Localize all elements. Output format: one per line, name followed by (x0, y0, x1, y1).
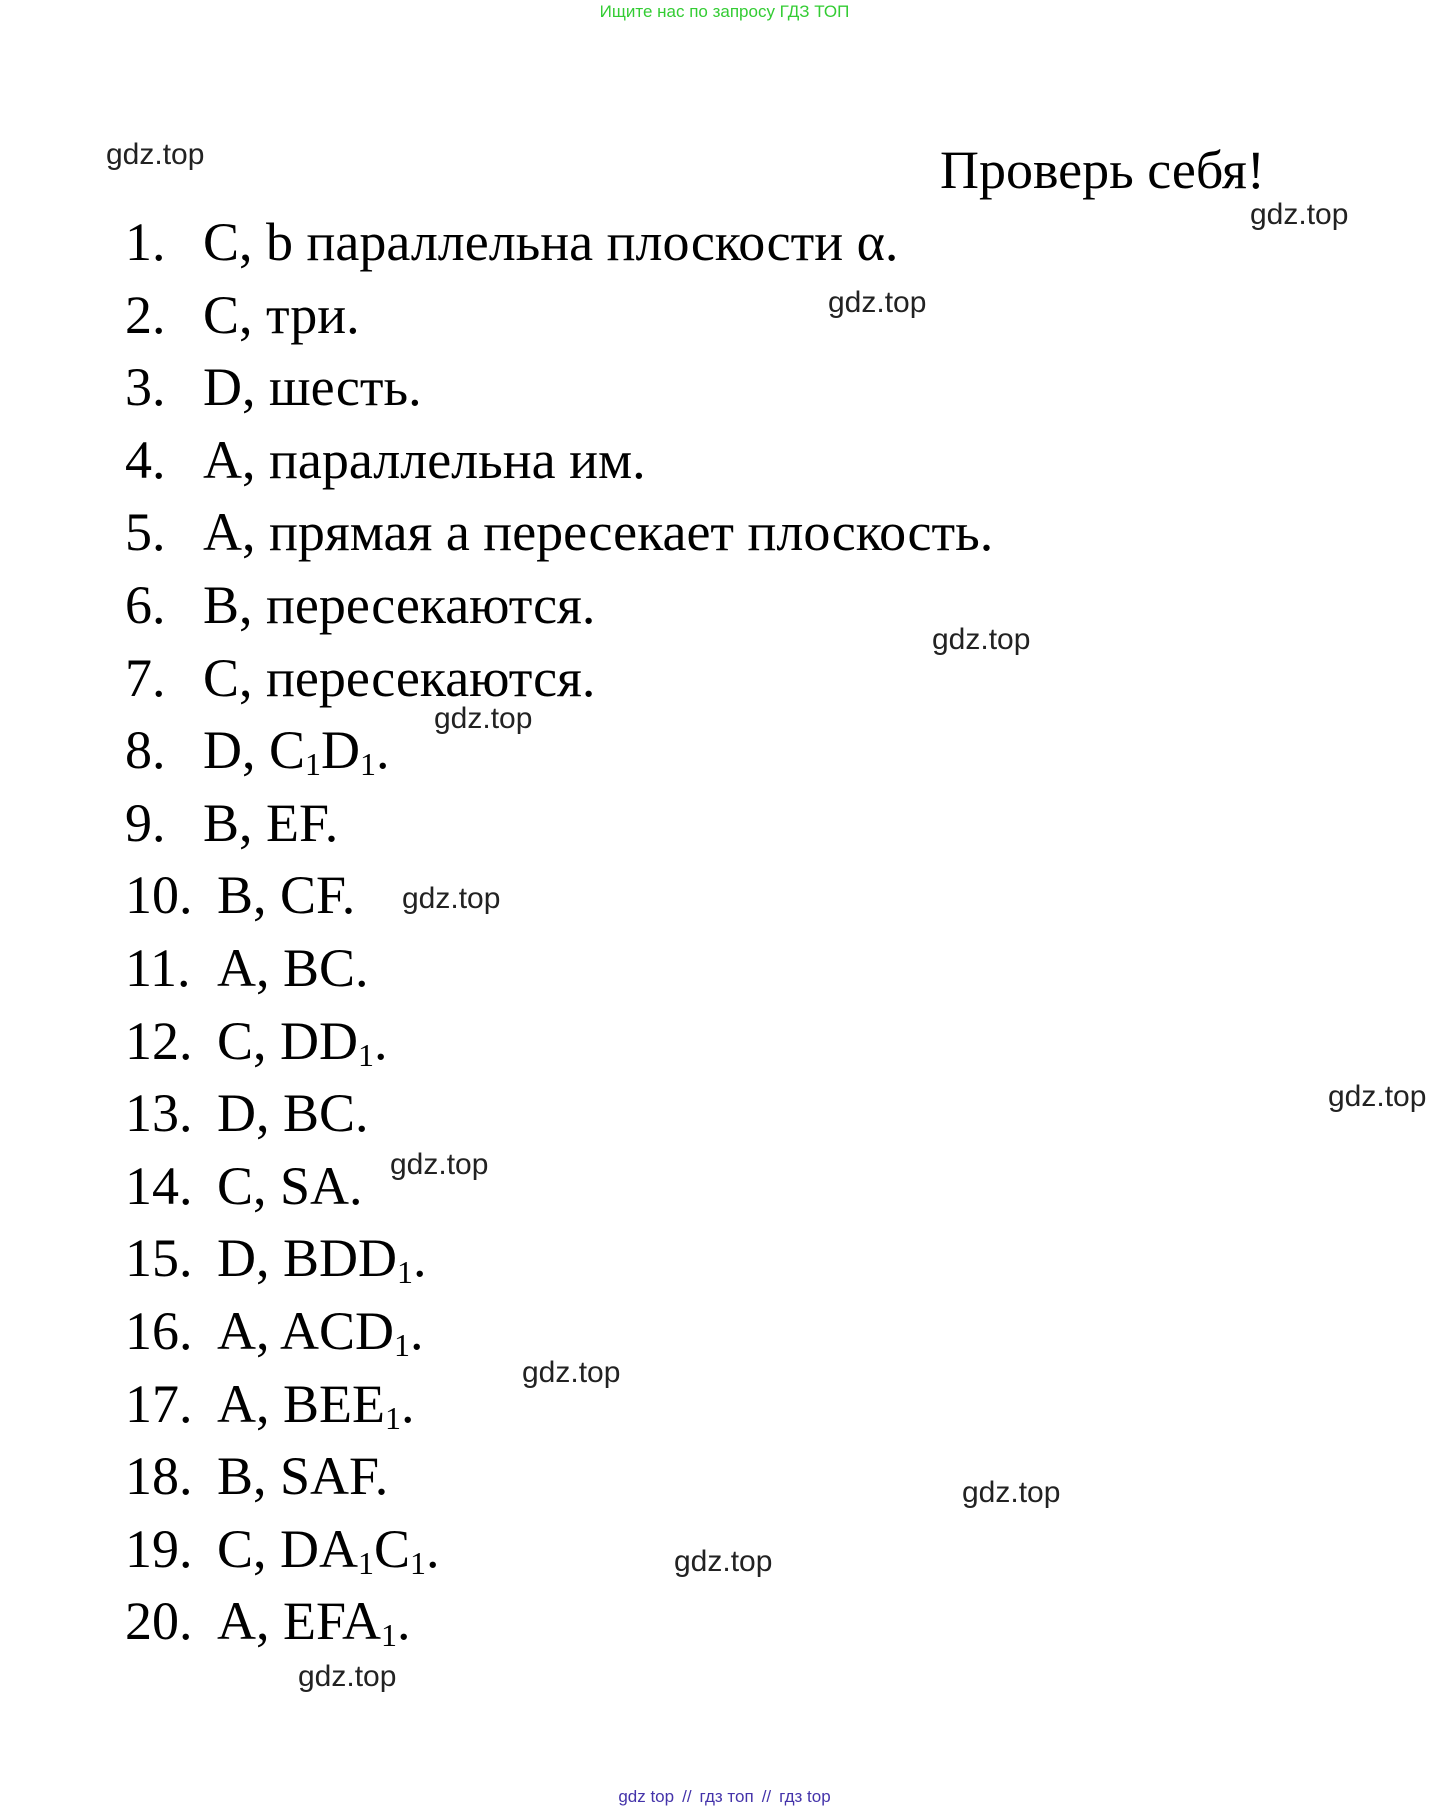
answer-item (125, 1009, 993, 1082)
answer-item (125, 1589, 993, 1662)
footer (0, 1787, 1449, 1807)
answer-number: 14. (125, 1155, 193, 1216)
answer-text-part: D, BC. (217, 1083, 369, 1144)
watermark: gdz.top (674, 1545, 773, 1578)
answer-text-part: . (374, 1010, 388, 1071)
answer-text (203, 212, 898, 272)
answer-number: 5. (125, 502, 166, 563)
answer-text-part: C, SA. (217, 1155, 363, 1216)
answer-text (203, 357, 422, 417)
answer-item (125, 718, 993, 791)
answer-list (125, 210, 993, 1662)
answer-text (217, 1446, 388, 1506)
answer-number: 8. (125, 720, 166, 781)
answer-subscript: 1 (358, 1544, 375, 1581)
answer-text (203, 793, 338, 853)
page-title: Проверь себя! (940, 140, 1265, 200)
answer-subscript: 1 (397, 1254, 414, 1291)
answer-item (125, 210, 993, 283)
answer-number: 9. (125, 792, 166, 853)
footer-link[interactable]: гдз топ (699, 1787, 754, 1806)
answer-number: 15. (125, 1228, 193, 1289)
answer-item (125, 791, 993, 864)
answer-number: 3. (125, 357, 166, 418)
answer-item (125, 1517, 993, 1590)
answer-text-part: . (397, 1591, 411, 1652)
answer-text (203, 502, 993, 562)
answer-text-part: A, параллельна им. (203, 429, 646, 490)
answer-subscript: 1 (385, 1399, 401, 1436)
answer-text-part: D (321, 720, 361, 781)
answer-text-part: . (413, 1228, 427, 1289)
answer-text (217, 1374, 415, 1434)
watermark: gdz.top (962, 1476, 1061, 1509)
answer-text-part: B, EF. (203, 792, 339, 853)
answer-text (203, 575, 595, 635)
watermark: gdz.top (1250, 198, 1349, 231)
answer-text-part: . (426, 1518, 440, 1579)
answer-number: 2. (125, 284, 166, 345)
answer-item (125, 646, 993, 719)
answer-number: 1. (125, 212, 166, 272)
answer-text (217, 938, 369, 998)
answer-text-part: C, DA (217, 1518, 359, 1579)
answer-number: 19. (125, 1518, 193, 1579)
answer-text (203, 648, 595, 708)
answer-text-part: A, прямая a пересекает плоскость. (203, 502, 994, 563)
answer-item (125, 1226, 993, 1299)
answer-text-part: A, EFA (217, 1591, 382, 1652)
footer-separator: // (682, 1787, 692, 1806)
answer-text-part: . (401, 1373, 415, 1434)
answer-text (217, 865, 355, 925)
watermark: gdz.top (522, 1356, 621, 1389)
watermark: gdz.top (1328, 1080, 1427, 1113)
watermark: gdz.top (298, 1660, 397, 1693)
answer-subscript: 1 (381, 1617, 398, 1654)
answer-text (203, 285, 360, 345)
answer-text-part: C, пересекаются. (203, 647, 596, 708)
answer-text (203, 720, 390, 783)
answer-text-part: D, C (203, 720, 306, 781)
answer-text-part: D, BDD (217, 1228, 398, 1289)
answer-subscript: 1 (358, 1036, 375, 1073)
answer-number: 20. (125, 1591, 193, 1652)
footer-separator: // (761, 1787, 772, 1806)
top-banner: Ищите нас по запросу ГДЗ ТОП (599, 2, 850, 21)
answer-text-part: C, b параллельна плоскости α. (203, 212, 899, 272)
answer-number: 12. (125, 1010, 193, 1071)
answer-item (125, 936, 993, 1009)
watermark: gdz.top (402, 882, 501, 915)
watermark: gdz.top (390, 1148, 489, 1181)
footer-link[interactable]: гдз top (779, 1787, 831, 1806)
answer-item (125, 573, 993, 646)
footer-link[interactable]: gdz top (618, 1787, 675, 1806)
answer-number: 10. (125, 865, 193, 926)
answer-text-part: C (374, 1518, 411, 1579)
answer-text (203, 430, 646, 490)
watermark: gdz.top (106, 138, 205, 171)
answer-text-part: A, BC. (217, 937, 369, 998)
answer-text-part: . (376, 720, 390, 781)
answer-text-part: A, ACD (217, 1300, 395, 1361)
watermark: gdz.top (932, 623, 1031, 656)
answer-subscript: 1 (305, 746, 322, 783)
answer-number: 11. (125, 937, 191, 998)
answer-number: 4. (125, 429, 166, 490)
answer-text-part: C, три. (203, 284, 360, 345)
watermark: gdz.top (434, 702, 533, 735)
answer-text-part: . (410, 1300, 424, 1361)
answer-number: 17. (125, 1373, 193, 1434)
answer-text (217, 1591, 411, 1654)
answer-number: 16. (125, 1300, 193, 1361)
answer-number: 13. (125, 1083, 193, 1144)
answer-text (217, 1156, 363, 1216)
answer-text (217, 1519, 440, 1579)
watermark: gdz.top (828, 286, 927, 319)
answer-item (125, 500, 993, 573)
answer-text-part: A, BEE (217, 1373, 385, 1434)
answer-text-part: D, шесть. (203, 357, 422, 418)
answer-text (217, 1011, 388, 1071)
answer-text (217, 1083, 369, 1143)
answer-item (125, 1081, 993, 1154)
answer-item (125, 863, 993, 936)
answer-number: 7. (125, 647, 166, 708)
answer-subscript: 1 (360, 746, 377, 783)
answer-text (217, 1228, 427, 1291)
answer-subscript: 1 (394, 1326, 411, 1363)
answer-text-part: B, пересекаются. (203, 574, 596, 635)
answer-text-part: C, DD (217, 1010, 359, 1071)
answer-item (125, 355, 993, 428)
answer-item (125, 1154, 993, 1227)
answer-subscript: 1 (410, 1544, 427, 1581)
answer-text-part: B, SAF. (217, 1446, 389, 1507)
answer-number: 6. (125, 574, 166, 635)
answer-item (125, 428, 993, 501)
answer-text (217, 1301, 424, 1361)
answer-item (125, 1444, 993, 1517)
answer-text-part: B, CF. (217, 865, 356, 926)
answer-number: 18. (125, 1446, 193, 1507)
